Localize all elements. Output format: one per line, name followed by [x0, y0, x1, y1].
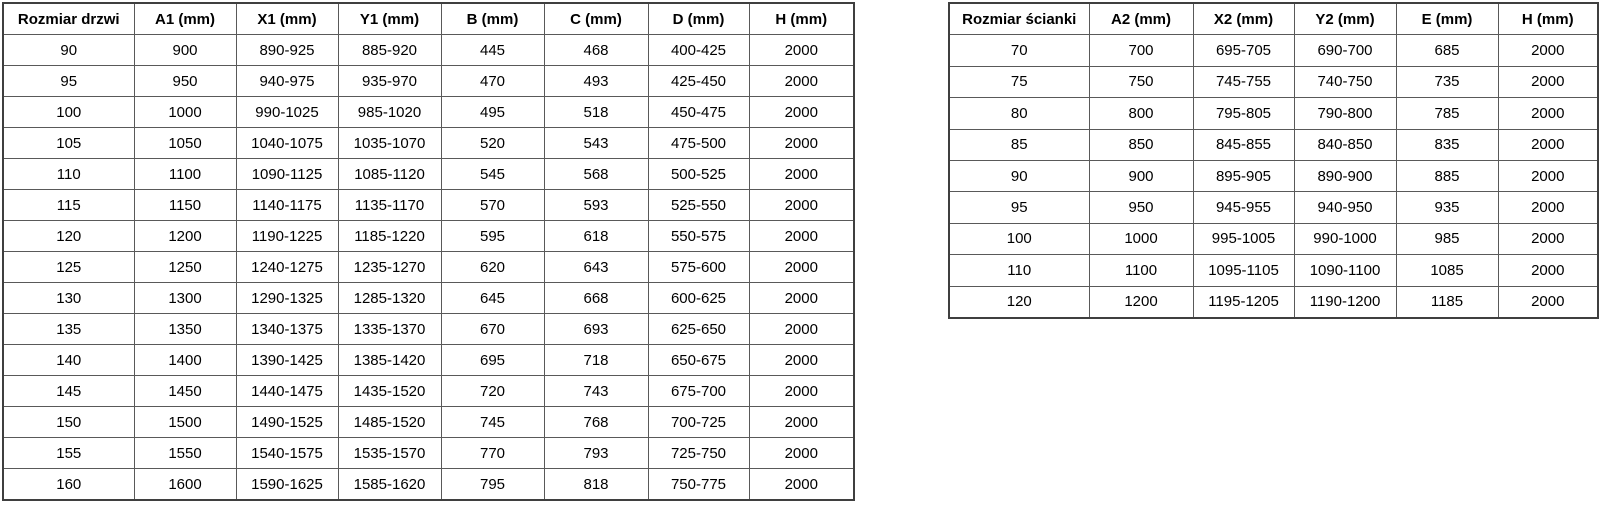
table-cell: 1035-1070 [338, 128, 441, 159]
table-cell: 668 [544, 283, 648, 314]
table-cell: 150 [3, 407, 134, 438]
table-cell: 1050 [134, 128, 236, 159]
table-cell: 95 [3, 66, 134, 97]
table-cell: 1390-1425 [236, 345, 338, 376]
table-cell: 885 [1396, 160, 1498, 191]
table-cell: 2000 [749, 469, 854, 501]
table-cell: 745-755 [1193, 66, 1294, 97]
table-cell: 135 [3, 314, 134, 345]
table-cell: 130 [3, 283, 134, 314]
column-header: H (mm) [1498, 3, 1598, 35]
table-cell: 618 [544, 221, 648, 252]
table-cell: 125 [3, 252, 134, 283]
table-cell: 595 [441, 221, 544, 252]
table-cell: 1095-1105 [1193, 255, 1294, 286]
table-cell: 2000 [749, 407, 854, 438]
table-cell: 2000 [749, 128, 854, 159]
table-cell: 1100 [1089, 255, 1193, 286]
table-row [3, 469, 854, 501]
table-cell: 2000 [749, 283, 854, 314]
table-row [3, 159, 854, 190]
table-cell: 1550 [134, 438, 236, 469]
table-cell: 2000 [749, 35, 854, 66]
table-cell: 2000 [1498, 255, 1598, 286]
table-cell: 400-425 [648, 35, 749, 66]
table-row [949, 192, 1598, 223]
table-cell: 670 [441, 314, 544, 345]
table-cell: 493 [544, 66, 648, 97]
table-cell: 1185-1220 [338, 221, 441, 252]
table-row [3, 128, 854, 159]
table-row [3, 66, 854, 97]
table-cell: 2000 [1498, 98, 1598, 129]
table-cell: 500-525 [648, 159, 749, 190]
table-cell: 1590-1625 [236, 469, 338, 501]
table-cell: 795-805 [1193, 98, 1294, 129]
table-cell: 1585-1620 [338, 469, 441, 501]
table-cell: 2000 [749, 252, 854, 283]
table-cell: 1085-1120 [338, 159, 441, 190]
table-cell: 100 [3, 97, 134, 128]
table-cell: 693 [544, 314, 648, 345]
table-cell: 935-970 [338, 66, 441, 97]
table-cell: 570 [441, 190, 544, 221]
table-row [3, 407, 854, 438]
column-header: B (mm) [441, 3, 544, 35]
table-cell: 790-800 [1294, 98, 1396, 129]
table-cell: 140 [3, 345, 134, 376]
table-cell: 1250 [134, 252, 236, 283]
table-cell: 2000 [749, 66, 854, 97]
table-cell: 695-705 [1193, 35, 1294, 66]
table-cell: 1500 [134, 407, 236, 438]
table-cell: 518 [544, 97, 648, 128]
table-cell: 2000 [1498, 160, 1598, 191]
table-row [3, 190, 854, 221]
table-cell: 935 [1396, 192, 1498, 223]
table-cell: 1190-1200 [1294, 286, 1396, 318]
table-cell: 2000 [1498, 35, 1598, 66]
table-row [949, 286, 1598, 318]
column-header: A1 (mm) [134, 3, 236, 35]
table-cell: 990-1025 [236, 97, 338, 128]
table-cell: 743 [544, 376, 648, 407]
table-cell: 593 [544, 190, 648, 221]
table-row [949, 223, 1598, 254]
table-cell: 900 [134, 35, 236, 66]
column-header: Rozmiar ścianki [949, 3, 1089, 35]
table-cell: 725-750 [648, 438, 749, 469]
table-cell: 110 [949, 255, 1089, 286]
column-header: E (mm) [1396, 3, 1498, 35]
table-cell: 1185 [1396, 286, 1498, 318]
table-cell: 990-1000 [1294, 223, 1396, 254]
table-cell: 1335-1370 [338, 314, 441, 345]
table-cell: 470 [441, 66, 544, 97]
table-cell: 720 [441, 376, 544, 407]
table-cell: 450-475 [648, 97, 749, 128]
table-cell: 650-675 [648, 345, 749, 376]
table-cell: 2000 [749, 345, 854, 376]
table-cell: 770 [441, 438, 544, 469]
table-cell: 850 [1089, 129, 1193, 160]
table-row [949, 160, 1598, 191]
table-cell: 890-900 [1294, 160, 1396, 191]
table-cell: 750 [1089, 66, 1193, 97]
table-cell: 543 [544, 128, 648, 159]
table-cell: 2000 [1498, 66, 1598, 97]
table-cell: 1340-1375 [236, 314, 338, 345]
table-cell: 495 [441, 97, 544, 128]
table-cell: 1300 [134, 283, 236, 314]
table-cell: 995-1005 [1193, 223, 1294, 254]
table-cell: 100 [949, 223, 1089, 254]
table-row [3, 221, 854, 252]
table-cell: 568 [544, 159, 648, 190]
door-size-table [2, 2, 855, 501]
table-cell: 840-850 [1294, 129, 1396, 160]
table-cell: 1090-1100 [1294, 255, 1396, 286]
table-cell: 2000 [749, 221, 854, 252]
table-row [3, 97, 854, 128]
table-cell: 690-700 [1294, 35, 1396, 66]
table-cell: 90 [3, 35, 134, 66]
table-cell: 1400 [134, 345, 236, 376]
table-cell: 145 [3, 376, 134, 407]
table-cell: 950 [1089, 192, 1193, 223]
table-cell: 985-1020 [338, 97, 441, 128]
table-cell: 985 [1396, 223, 1498, 254]
table-cell: 120 [3, 221, 134, 252]
table-cell: 160 [3, 469, 134, 501]
table-cell: 675-700 [648, 376, 749, 407]
table-row [3, 438, 854, 469]
table-cell: 2000 [749, 190, 854, 221]
table-cell: 745 [441, 407, 544, 438]
table-cell: 1285-1320 [338, 283, 441, 314]
table-cell: 795 [441, 469, 544, 501]
table-cell: 900 [1089, 160, 1193, 191]
table-cell: 2000 [1498, 192, 1598, 223]
table-cell: 115 [3, 190, 134, 221]
table-cell: 620 [441, 252, 544, 283]
column-header: C (mm) [544, 3, 648, 35]
table-cell: 2000 [1498, 129, 1598, 160]
table-cell: 2000 [749, 97, 854, 128]
table-cell: 1085 [1396, 255, 1498, 286]
table-cell: 2000 [749, 314, 854, 345]
header-row [3, 3, 854, 35]
table-row [949, 66, 1598, 97]
table-cell: 1535-1570 [338, 438, 441, 469]
table-cell: 70 [949, 35, 1089, 66]
table-cell: 1150 [134, 190, 236, 221]
column-header: H (mm) [749, 3, 854, 35]
table-cell: 1195-1205 [1193, 286, 1294, 318]
table-cell: 1090-1125 [236, 159, 338, 190]
column-header: D (mm) [648, 3, 749, 35]
table-cell: 1135-1170 [338, 190, 441, 221]
table-cell: 940-975 [236, 66, 338, 97]
table-row [949, 35, 1598, 66]
table-cell: 2000 [749, 376, 854, 407]
table-cell: 2000 [749, 159, 854, 190]
table-cell: 895-905 [1193, 160, 1294, 191]
table-cell: 695 [441, 345, 544, 376]
table-cell: 95 [949, 192, 1089, 223]
table-row [3, 35, 854, 66]
table-cell: 718 [544, 345, 648, 376]
table-cell: 1290-1325 [236, 283, 338, 314]
table-cell: 550-575 [648, 221, 749, 252]
table-cell: 1000 [1089, 223, 1193, 254]
table-cell: 1450 [134, 376, 236, 407]
table-cell: 950 [134, 66, 236, 97]
table-cell: 1600 [134, 469, 236, 501]
table-cell: 835 [1396, 129, 1498, 160]
table-cell: 525-550 [648, 190, 749, 221]
table-cell: 735 [1396, 66, 1498, 97]
table-row [3, 314, 854, 345]
column-header: X1 (mm) [236, 3, 338, 35]
column-header: X2 (mm) [1193, 3, 1294, 35]
table-cell: 1385-1420 [338, 345, 441, 376]
table-cell: 600-625 [648, 283, 749, 314]
table-row [949, 255, 1598, 286]
header-row [949, 3, 1598, 35]
table-cell: 105 [3, 128, 134, 159]
table-cell: 110 [3, 159, 134, 190]
table-cell: 1000 [134, 97, 236, 128]
table-cell: 1235-1270 [338, 252, 441, 283]
table-cell: 2000 [749, 438, 854, 469]
table-cell: 845-855 [1193, 129, 1294, 160]
table-cell: 1200 [1089, 286, 1193, 318]
table-cell: 575-600 [648, 252, 749, 283]
table-cell: 945-955 [1193, 192, 1294, 223]
table-row [949, 98, 1598, 129]
table-cell: 85 [949, 129, 1089, 160]
table-cell: 1200 [134, 221, 236, 252]
table-cell: 75 [949, 66, 1089, 97]
table-cell: 818 [544, 469, 648, 501]
table-cell: 2000 [1498, 286, 1598, 318]
table-cell: 2000 [1498, 223, 1598, 254]
column-header: A2 (mm) [1089, 3, 1193, 35]
table-cell: 1485-1520 [338, 407, 441, 438]
table-cell: 785 [1396, 98, 1498, 129]
table-cell: 700-725 [648, 407, 749, 438]
column-header: Rozmiar drzwi [3, 3, 134, 35]
table-cell: 1190-1225 [236, 221, 338, 252]
table-cell: 468 [544, 35, 648, 66]
table-cell: 740-750 [1294, 66, 1396, 97]
table-cell: 1440-1475 [236, 376, 338, 407]
table-cell: 885-920 [338, 35, 441, 66]
table-cell: 768 [544, 407, 648, 438]
table-cell: 700 [1089, 35, 1193, 66]
table-cell: 1040-1075 [236, 128, 338, 159]
table-cell: 1435-1520 [338, 376, 441, 407]
table-cell: 1490-1525 [236, 407, 338, 438]
table-cell: 793 [544, 438, 648, 469]
table-cell: 685 [1396, 35, 1498, 66]
table-cell: 1540-1575 [236, 438, 338, 469]
table-cell: 750-775 [648, 469, 749, 501]
table-row [3, 283, 854, 314]
table-row [3, 376, 854, 407]
table-cell: 155 [3, 438, 134, 469]
table-cell: 1140-1175 [236, 190, 338, 221]
table-cell: 1100 [134, 159, 236, 190]
table-cell: 625-650 [648, 314, 749, 345]
table-cell: 545 [441, 159, 544, 190]
table-cell: 80 [949, 98, 1089, 129]
table-row [3, 345, 854, 376]
table-cell: 940-950 [1294, 192, 1396, 223]
table-cell: 1240-1275 [236, 252, 338, 283]
column-header: Y1 (mm) [338, 3, 441, 35]
table-cell: 643 [544, 252, 648, 283]
table-cell: 425-450 [648, 66, 749, 97]
column-header: Y2 (mm) [1294, 3, 1396, 35]
table-cell: 475-500 [648, 128, 749, 159]
table-cell: 120 [949, 286, 1089, 318]
table-row [3, 252, 854, 283]
table-cell: 890-925 [236, 35, 338, 66]
table-cell: 800 [1089, 98, 1193, 129]
table-cell: 1350 [134, 314, 236, 345]
table-row [949, 129, 1598, 160]
table-cell: 645 [441, 283, 544, 314]
table-cell: 445 [441, 35, 544, 66]
table-cell: 520 [441, 128, 544, 159]
wall-panel-size-table [948, 2, 1599, 319]
table-cell: 90 [949, 160, 1089, 191]
